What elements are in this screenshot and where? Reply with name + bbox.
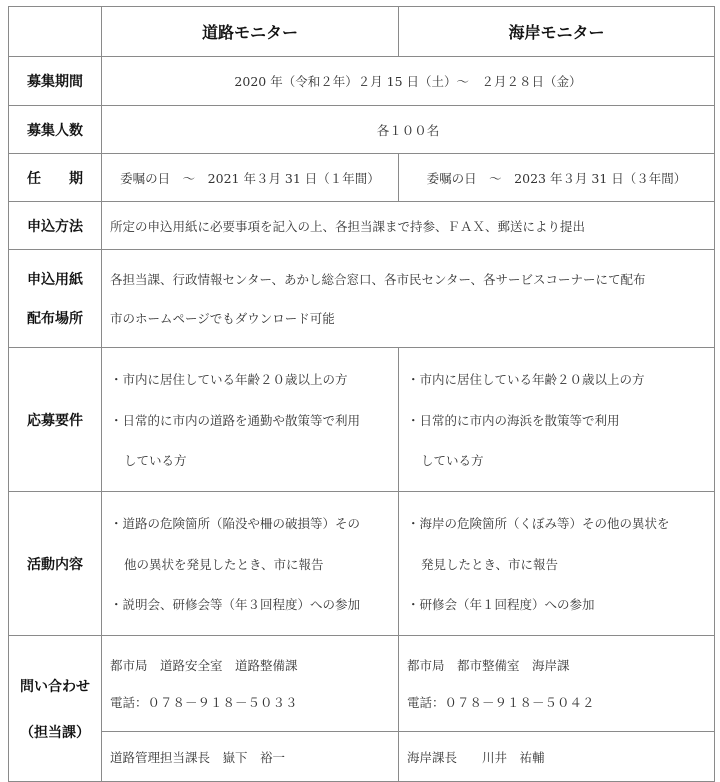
term-coast-value: 委嘱の日 ～ 2023 年３月 31 日（３年間） [399,154,715,202]
contact-label-line1: 問い合わせ [20,678,90,695]
activities-road-line2: 他の異状を発見したとき、市に報告 [124,556,324,572]
term-row [9,154,715,202]
period-row [9,57,715,106]
requirements-road-line1: ・市内に居住している年齢２０歳以上の方 [110,372,348,388]
header-row [9,7,715,57]
contact-road-dept: 都市局 道路安全室 道路整備課 [110,657,298,673]
contact-coast-person: 海岸課長 川井 祐輔 [399,732,715,782]
requirements-label: 応募要件 [9,348,102,492]
form-distribution-label [9,250,102,348]
term-label: 任 期 [9,154,102,202]
count-label: 募集人数 [9,106,102,154]
activities-coast-line1: ・海岸の危険箇所（くぼみ等）その他の異状を [407,516,670,532]
activities-row [9,492,715,636]
activities-road-line3: ・説明会、研修会等（年３回程度）への参加 [110,596,361,612]
form-label-line2: 配布場所 [27,311,83,327]
activities-coast-line2: 発見したとき、市に報告 [421,556,559,572]
form-distribution-line1: 各担当課、行政情報センター、あかし総合窓口、各市民センター、各サービスコーナーにて配布 [110,272,646,288]
contact-coast [399,636,715,732]
period-label: 募集期間 [9,57,102,106]
requirements-road [102,348,399,492]
contact-road [102,636,399,732]
count-row [9,106,715,154]
activities-coast [399,492,715,636]
activities-label: 活動内容 [9,492,102,636]
activities-road-line1: ・道路の危険箇所（陥没や柵の破損等）その [110,516,361,532]
form-distribution-line2: 市のホームページでもダウンロード可能 [110,310,335,326]
requirements-road-line2: ・日常的に市内の道路を通勤や散策等で利用 [110,412,361,428]
term-road-value: 委嘱の日 ～ 2021 年３月 31 日（１年間） [102,154,399,202]
contact-coast-dept: 都市局 都市整備室 海岸課 [407,657,570,673]
requirements-coast [399,348,715,492]
form-distribution-value [102,250,715,348]
header-blank-cell [9,7,102,57]
period-value: 2020 年（令和２年）２月 15 日（土）～ ２月２８日（金） [102,57,715,106]
contact-label [9,636,102,782]
header-coast-monitor: 海岸モニター [399,7,715,57]
form-label-line1: 申込用紙 [27,272,83,288]
contact-road-person: 道路管理担当課長 嶽下 裕一 [102,732,399,782]
header-road-monitor: 道路モニター [102,7,399,57]
requirements-coast-line2: ・日常的に市内の海浜を散策等で利用 [407,412,620,428]
method-label: 申込方法 [9,202,102,250]
form-distribution-row [9,250,715,348]
requirements-row [9,348,715,492]
activities-road [102,492,399,636]
contact-label-line2: （担当課） [20,724,90,741]
monitor-recruitment-table [8,6,715,782]
contact-row-person [9,732,715,782]
activities-coast-line3: ・研修会（年１回程度）への参加 [407,596,595,612]
contact-row-main [9,636,715,732]
requirements-coast-line3: している方 [421,452,484,468]
requirements-road-line3: している方 [124,452,187,468]
count-value: 各１００名 [102,106,715,154]
requirements-coast-line1: ・市内に居住している年齢２０歳以上の方 [407,372,645,388]
method-row [9,202,715,250]
method-value: 所定の申込用紙に必要事項を記入の上、各担当課まで持参、ＦＡＸ、郵送により提出 [102,202,715,250]
contact-coast-phone: 電話：０７８－９１８－５０４２ [407,695,595,711]
contact-road-phone: 電話：０７８－９１８－５０３３ [110,695,298,711]
